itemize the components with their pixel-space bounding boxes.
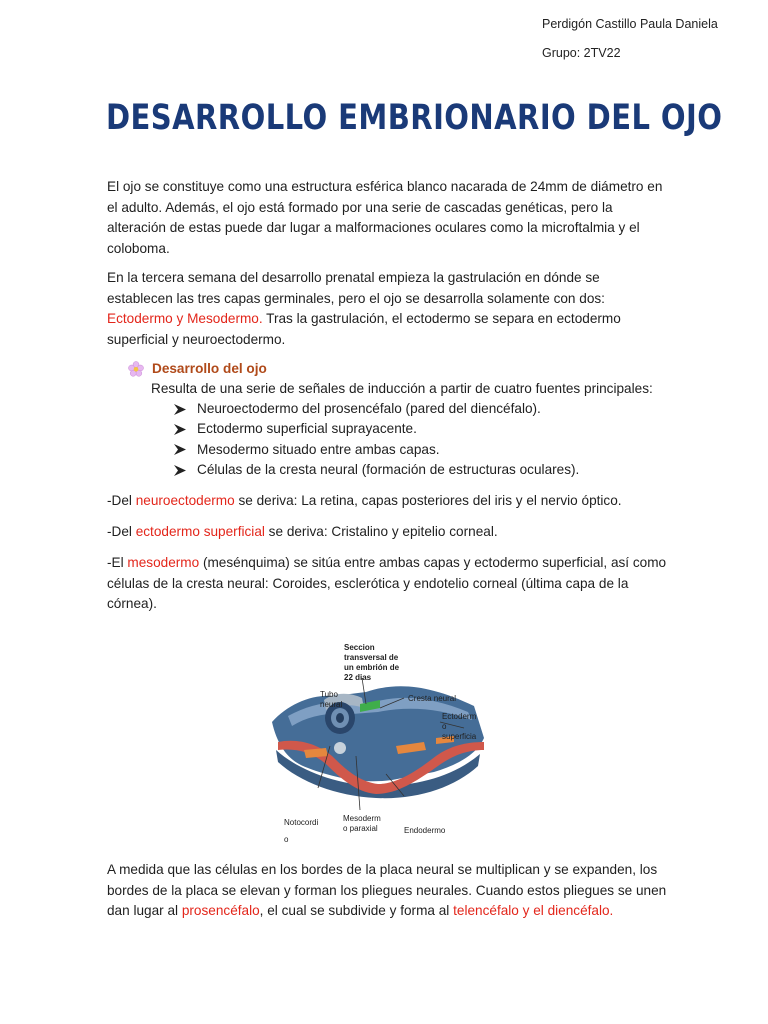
list-item-text: Neuroectodermo del prosencéfalo (pared del diencéfalo). [197,401,541,416]
label-line: o paraxial [343,824,378,833]
list-item [174,440,668,460]
derivation-prefix: -Del [107,493,136,508]
derivation-term: ectodermo superficial [135,524,265,539]
section-intro: Resulta de una serie de señales de inducción a partir de cuatro fuentes principales: [151,381,653,396]
section-heading [128,359,668,379]
derivation-term: mesodermo [127,555,200,570]
surface-ectoderm-derivation [107,522,667,543]
figure-caption [344,643,399,683]
endoderm-label: Endodermo [404,826,446,835]
label-line: o [442,722,447,731]
caption-line: transversal de [344,653,399,662]
author-name: Perdigón Castillo Paula Daniela [542,17,718,31]
neural-folds-paragraph [107,860,667,922]
section-title: Desarrollo del ojo [152,361,267,376]
gastrulation-paragraph [107,268,667,350]
derivation-term: neuroectodermo [135,493,235,508]
intro-paragraph: El ojo se constituye como una estructura esférica blanco nacarada de 24mm de diámetro en el adulto. Además, el ojo está formado por una serie de cascadas genéticas, pero la alteración de estas puede dar lugar a malformaciones oculares como la microftalmia y el coloboma. [107,179,663,256]
germ-layers-highlight: Ectodermo y Mesodermo. [107,311,263,326]
arrowhead-bullet-icon [174,404,186,415]
page-title: DESARROLLO EMBRIONARIO DEL OJO [106,98,723,138]
prosencephalon-highlight: prosencéfalo [181,903,260,918]
neural-tube-label [320,690,342,710]
mesoderm-derivation [107,553,667,615]
gastrulation-text-1: En la tercera semana del desarrollo prenatal empieza la gastrulación en dónde se establecen las tres capas germinales, pero el ojo se desarrolla solamente con dos: [107,270,605,306]
arrowhead-bullet-icon [174,424,186,435]
derivation-prefix: -El [107,555,128,570]
arrowhead-bullet-icon [174,444,186,455]
label-line: Tubo [320,690,338,699]
label-line: o [284,835,289,844]
derivation-text: se deriva: La retina, capas posteriores del iris y el nervio óptico. [234,493,622,508]
label-line: neural [320,700,343,709]
list-item-text: Células de la cresta neural (formación de estructuras oculares). [197,461,580,477]
notochord-label [284,818,318,845]
label-line: Notocordi [284,818,319,827]
list-item [174,399,668,419]
derivation-text: (mesénquima) se sitúa entre ambas capas y ectodermo superficial, así como células de la cresta neural: Coroides, esclerótica y endotelio corneal (última capa de la córnea). [107,555,667,611]
caption-line: un embrión de [344,663,400,672]
gastrulation-text-2: Tras la gastrulación, el ectodermo se separa en ectodermo superficial y neuroectodermo. [107,311,621,347]
label-line: Mesoderm [343,814,381,823]
label-line: superficia [442,732,477,741]
eye-development-section [128,359,668,480]
list-item [174,460,668,480]
neural-folds-text-1: A medida que las células en los bordes de la placa neural se multiplican y se expanden, los bordes de la placa se elevan y forman los pliegues neurales. Cuando estos pliegues se unen dan lugar al [107,862,667,918]
paraxial-mesoderm-label [343,814,381,834]
neural-crest-label: Cresta neural [408,694,457,703]
neural-folds-text-2: , el cual se subdivide y forma al [259,903,454,918]
surface-ectoderm-label [442,712,476,742]
caption-line: 22 dias [344,673,372,682]
list-item [174,419,668,439]
derivation-text: se deriva: Cristalino y epitelio corneal. [264,524,498,539]
derivation-prefix: -Del [107,524,136,539]
group-label: Grupo: 2TV22 [542,46,621,60]
neuroectoderm-derivation [107,491,667,512]
embryo-section-figure [268,638,490,848]
caption-line: Seccion [344,643,375,652]
sources-list [128,399,668,480]
list-item-text: Mesodermo situado entre ambas capas. [197,441,440,457]
arrowhead-bullet-icon [174,465,186,476]
flower-icon [128,361,144,377]
telencephalon-highlight: telencéfalo y el diencéfalo. [453,903,614,918]
label-line: Ectoderm [442,712,477,721]
list-item-text: Ectodermo superficial suprayacente. [197,421,417,437]
